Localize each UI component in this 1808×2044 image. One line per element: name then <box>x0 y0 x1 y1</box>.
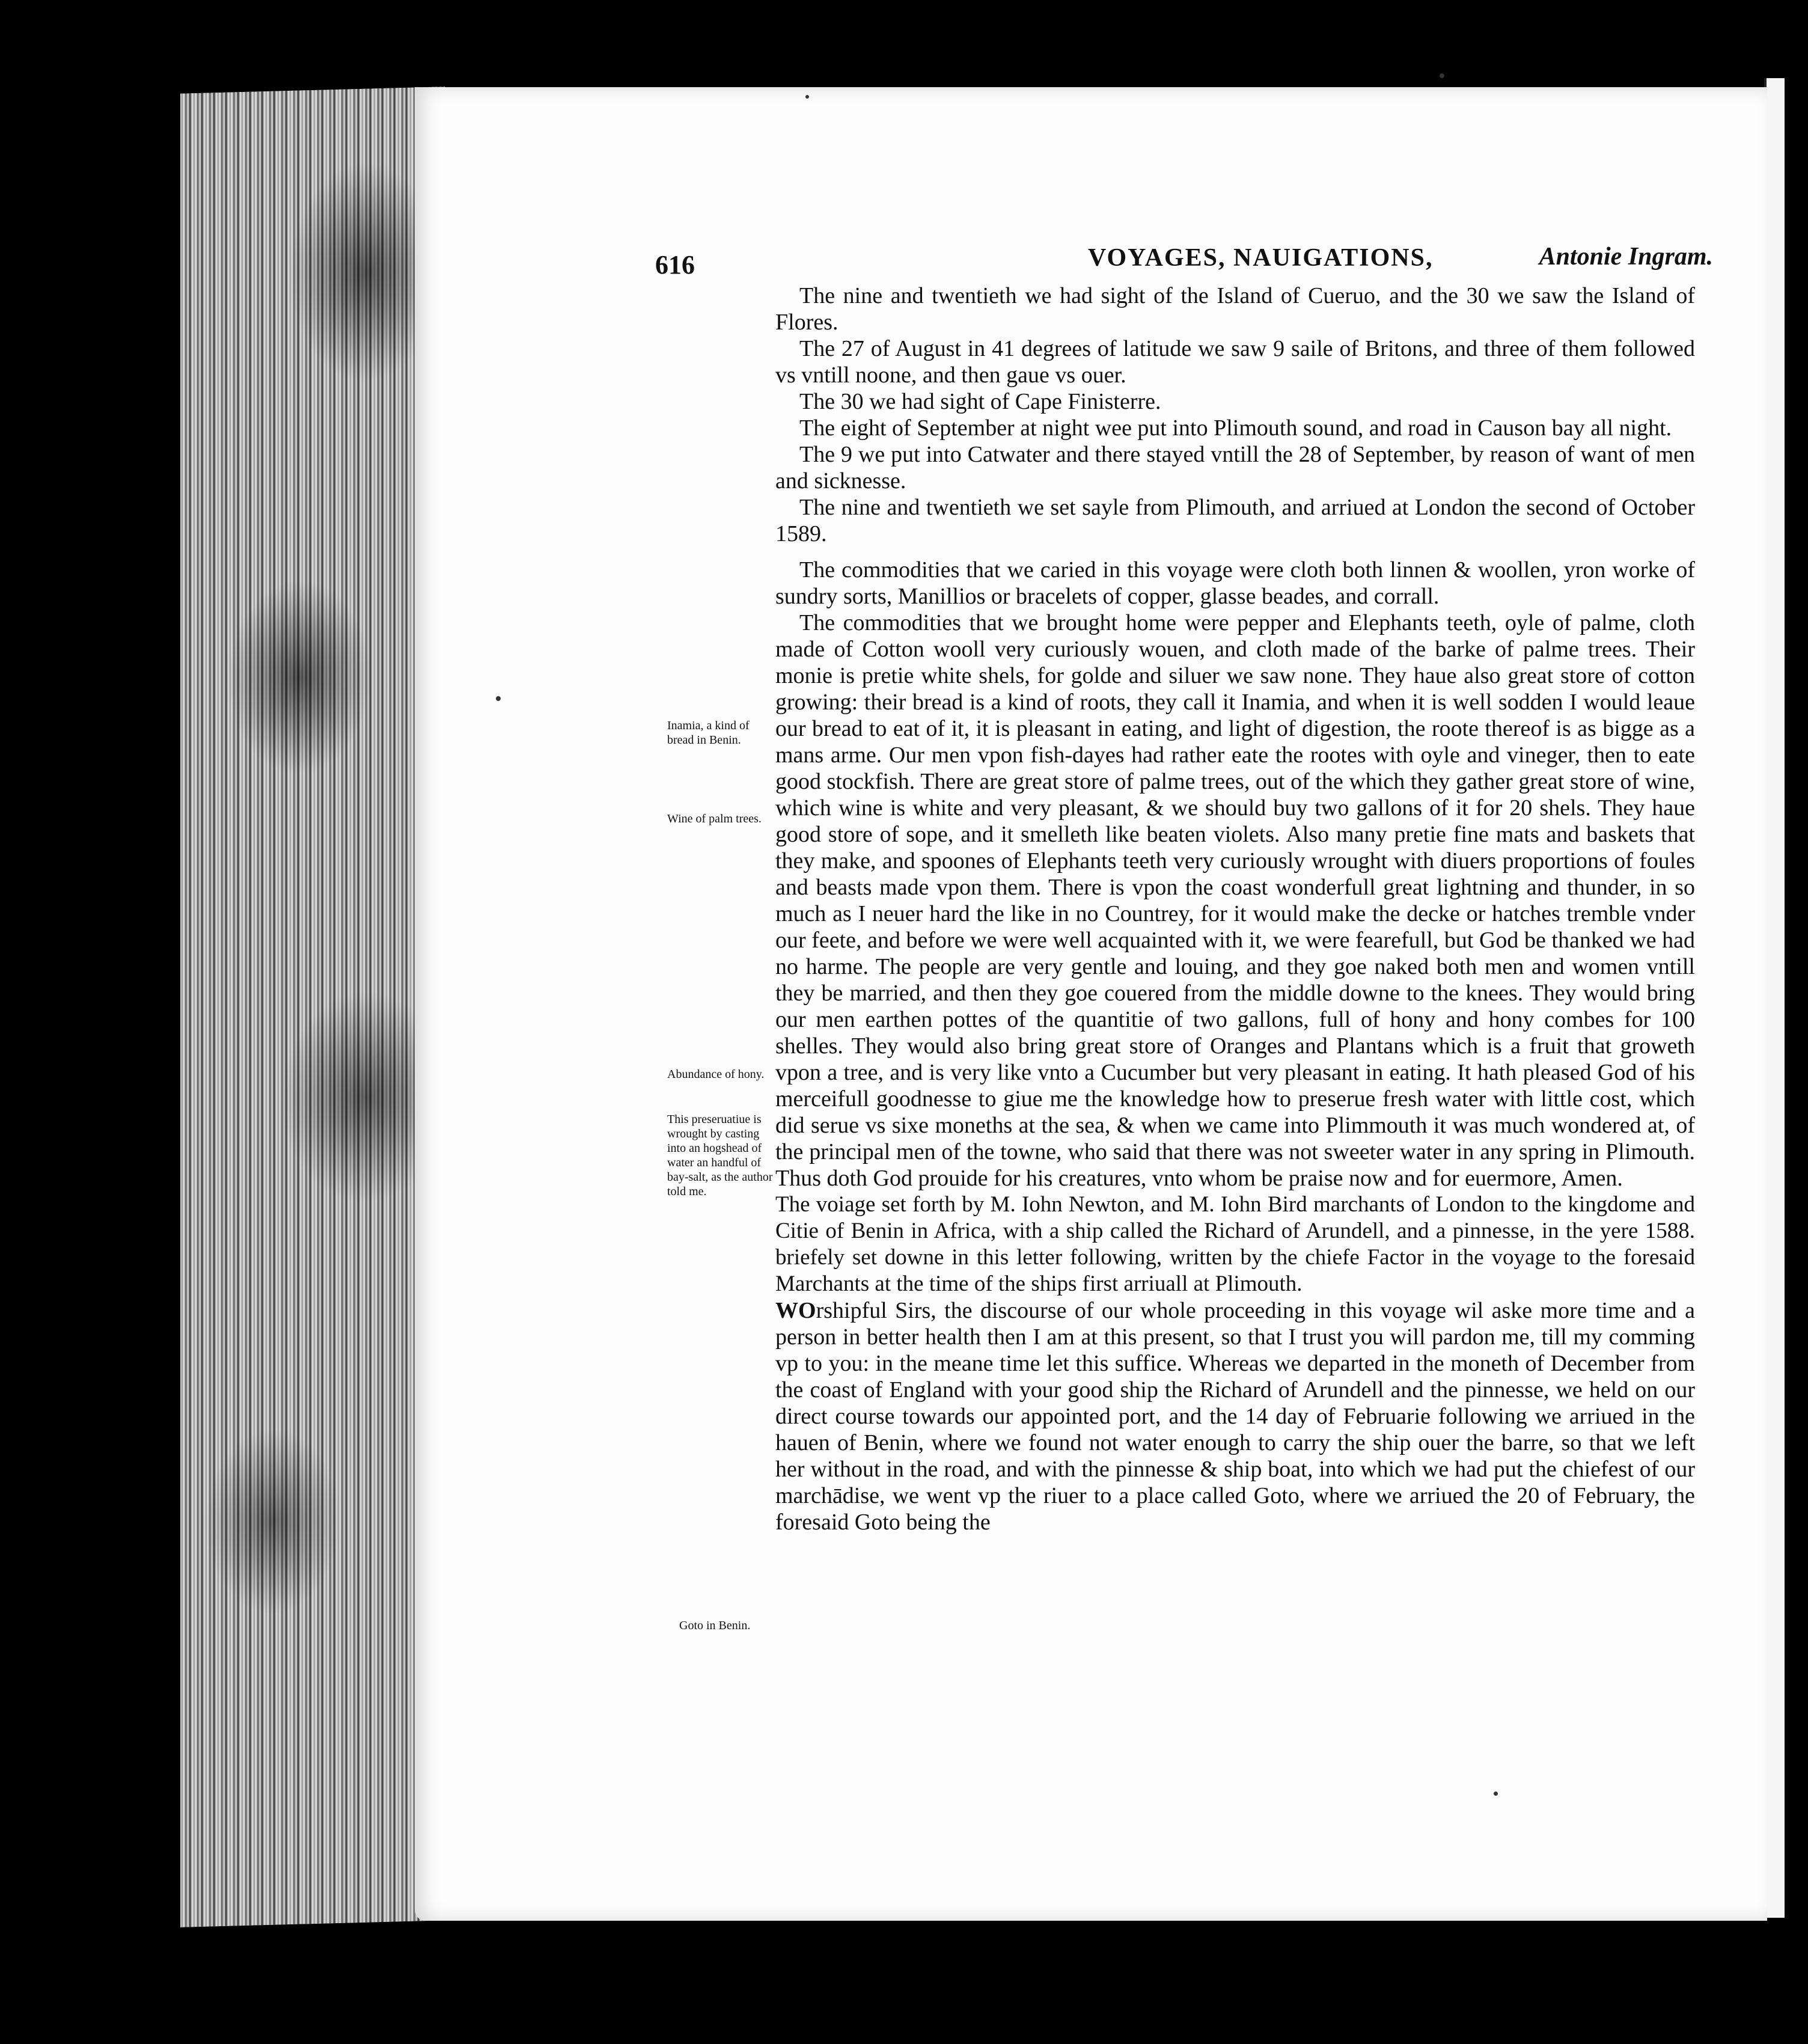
running-name: Antonie Ingram. <box>1539 243 1713 271</box>
scan-speck <box>1494 1792 1498 1796</box>
scan-speck <box>805 95 809 99</box>
paragraph: The commodities that we caried in this voyage were cloth both linnen & woollen, yron worke of sundry sorts, Manillios or bracelets of copper, glasse beades, and corrall. <box>775 557 1695 609</box>
paragraph: The nine and twentieth we had sight of the Island of Cueruo, and the 30 we saw the Island of Flores. <box>775 283 1695 335</box>
paragraph: The nine and twentieth we set sayle from Plimouth, and arriued at London the second of October 1589. <box>775 495 1695 546</box>
page-header <box>655 243 1713 280</box>
facing-page-edge <box>1764 78 1785 1918</box>
paragraph: The 30 we had sight of Cape Finisterre. <box>799 389 1161 414</box>
letter-text: rshipful Sirs, the discourse of our whole proceeding in this voyage wil aske more time and a person in better health then I am at this present, so that I trust you will pardon me, till my comming vp to you: in the meane time let this suffice. Whereas we departed in the moneth of December from the coast of England with your good ship the Richard of Arundell and the pinnesse, we held on our direct course towards our appointed port, and the 14 day of Februarie following we arriued in the hauen of Benin, where we found not water enough to carry the ship ouer the barre, so that we left her without in the road, and with the pinnesse & ship boat, into which we had put the chiefest of our marchādise, we went vp the riuer to a place called Goto, where we arriued the 20 of February, the foresaid Goto being the <box>775 1298 1695 1535</box>
section-title: The voiage set forth by M. Iohn Newton, and M. Iohn Bird marchants of London to the kingdome and Citie of Benin in Africa, with a ship called the Richard of Arundell, and a pinnesse, in the yere 1588. briefely set downe in this letter following, written by the chiefe Factor in the voyage to the foresaid Marchants at the time of the ships first arriuall at Plimouth. <box>775 1192 1695 1296</box>
margin-note-wine: Wine of palm trees. <box>667 812 762 825</box>
paragraph: The eight of September at night wee put into Plimouth sound, and road in Causon bay all night. <box>799 415 1672 441</box>
margin-note-goto: Goto in Benin. <box>679 1619 751 1632</box>
margin-note-hony: Abundance of hony. <box>667 1068 765 1081</box>
margin-note-inamia: Inamia, a kind of bread in Benin. <box>667 719 750 747</box>
paragraph: The commodities that we brought home were pepper and Elephants teeth, oyle of palme, cloth made of Cotton wooll very curiously wouen, and cloth made of the barke of palme trees. Their monie is pretie white shels, for golde and siluer we saw none. They haue also great store of cotton growing: their bread is a kind of roots, they call it Inamia, and when it is well sodden I would leaue our bread to eat of it, it is pleasant in eating, and light of digestion, the roote thereof is as bigge as a mans arme. Our men vpon fish-dayes had rather eate the rootes with oyle and vineger, then to eate good stockfish. There are great store of palme trees, out of the which they gather great store of wine, which wine is white and very pleasant, & we should buy two gallons of it for 20 shels. They haue good store of sope, and it smelleth like beaten violets. Also many pretie fine mats and baskets that they make, and spoones of Elephants teeth very curiously wrought with diuers proportions of foules and beasts made vpon them. There is vpon the coast wonderfull great lightning and thunder, in so much as I neuer hard the like in no Countrey, for it would make the decke or hatches tremble vnder our feete, and before we were well acquainted with it, we were fearefull, but God be thanked we had no harme. The people are very gentle and louing, and they goe naked both men and women vntill they be married, and then they goe couered from the middle downe to the knees. They would bring our men earthen pottes of the quantitie of two gallons, full of hony and hony combes for 100 shelles. They would also bring great store of Oranges and Plantans which is a fruit that groweth vpon a tree, and is very like vnto a Cucumber but very pleasant in eating. It hath pleased God of his merceifull goodnesse to giue me the knowledge how to preserue fresh water with little cost, which did serue vs sixe moneths at the sea, & when we came into Plimmouth it was much wondered at, of the principal men of the towne, who said that there was not sweeter water in any spring in Plimouth. Thus doth God prouide for his creatures, vnto whom be praise now and for euermore, Amen. <box>775 610 1695 1191</box>
scan-speck <box>496 696 501 701</box>
scan-speck <box>1440 73 1444 78</box>
margin-note-preseruatiue: This preseruatiue is wrought by casting into an hogshead of water an handful of bay-salt, as the author told me. <box>667 1113 773 1198</box>
paragraph: The 27 of August in 41 degrees of latitude we saw 9 saile of Britons, and three of them followed vs vntill noone, and then gaue vs ouer. <box>775 336 1695 388</box>
main-text <box>775 283 1695 1535</box>
running-title: VOYAGES, NAUIGATIONS, <box>1088 244 1434 272</box>
letter-paragraph <box>775 1297 1695 1535</box>
book-fore-edge <box>180 87 445 1927</box>
paragraph: The 9 we put into Catwater and there stayed vntill the 28 of September, by reason of want of men and sicknesse. <box>775 442 1695 494</box>
letter-initial: WO <box>775 1298 816 1323</box>
page-number: 616 <box>655 250 695 280</box>
